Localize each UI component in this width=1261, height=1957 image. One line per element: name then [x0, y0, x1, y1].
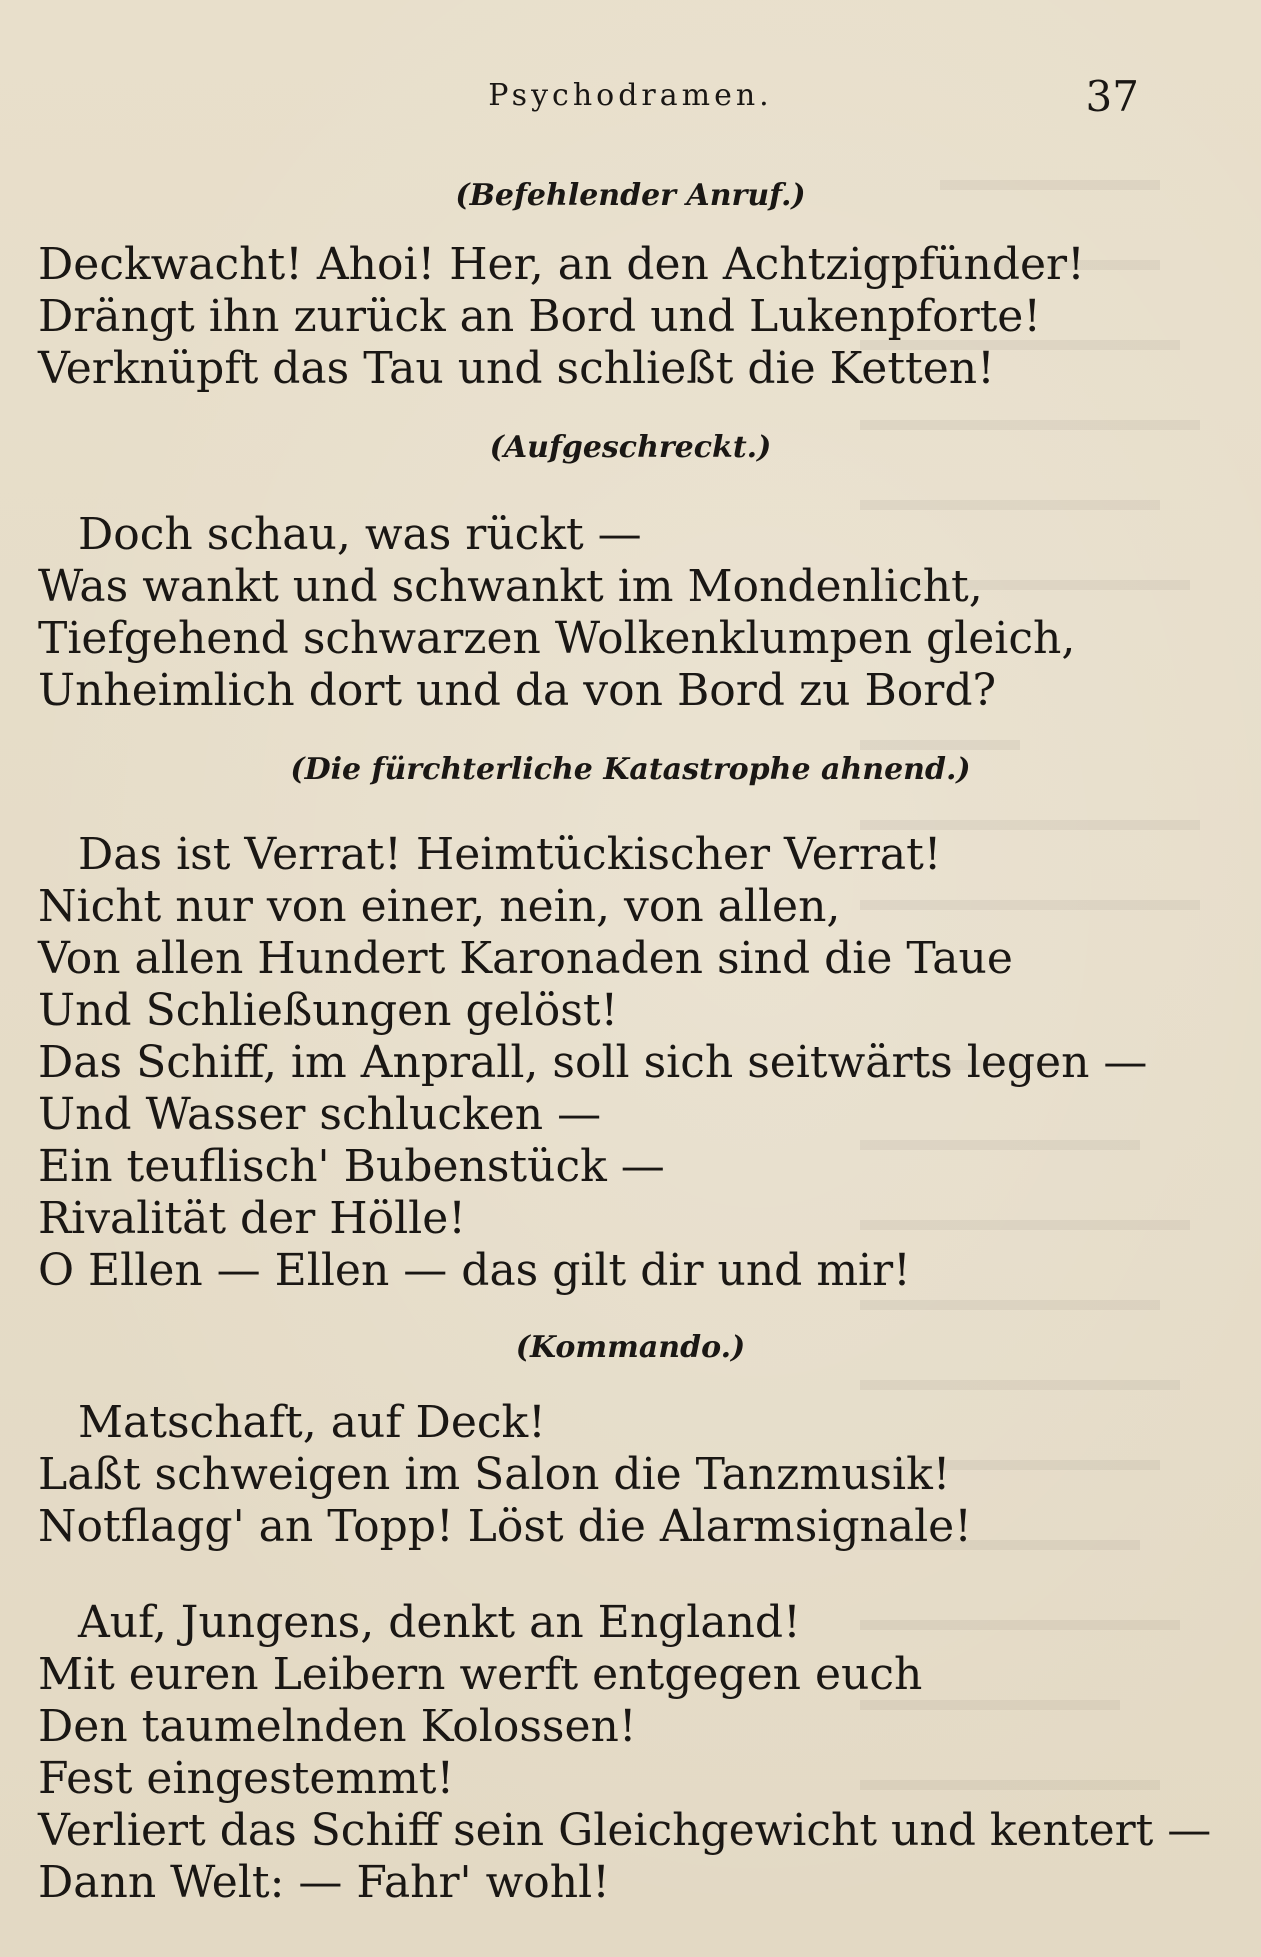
page-number: 37: [1085, 72, 1139, 121]
running-title: Psychodramen.: [488, 78, 773, 113]
verse-line: Doch schau, was rückt —: [78, 509, 642, 560]
verse-line: Notflagg' an Topp! Löst die Alarmsignale!: [38, 1501, 972, 1552]
verse-line: Rivalität der Hölle!: [38, 1193, 466, 1244]
verse-line: Laßt schweigen im Salon die Tanzmusik!: [38, 1449, 951, 1500]
verse-line: Tiefgehend schwarzen Wolkenklumpen gleich,: [38, 613, 1076, 664]
verse-line: Und Wasser schlucken —: [38, 1089, 602, 1140]
verse-line: Matschaft, auf Deck!: [78, 1397, 546, 1448]
verse-line: Den taumelnden Kolossen!: [38, 1701, 637, 1752]
verse-line: Verliert das Schiff sein Gleichgewicht und kentert —: [38, 1805, 1212, 1856]
verse-line: Deckwacht! Ahoi! Her, an den Achtzigpfünder!: [38, 239, 1085, 290]
verse-line: Auf, Jungens, denkt an England!: [78, 1597, 801, 1648]
verse-line: Von allen Hundert Karonaden sind die Taue: [38, 933, 1013, 984]
stage-direction: (Befehlender Anruf.): [455, 178, 806, 213]
verse-line: Das ist Verrat! Heimtückischer Verrat!: [78, 829, 942, 880]
verse-line: Fest eingestemmt!: [38, 1753, 455, 1804]
verse-line: Unheimlich dort und da von Bord zu Bord?: [38, 665, 997, 716]
page-header: [0, 72, 1261, 122]
verse-line: Ein teuflisch' Bubenstück —: [38, 1141, 665, 1192]
verse-line: O Ellen — Ellen — das gilt dir und mir!: [38, 1245, 911, 1296]
verse-line: Verknüpft das Tau und schließt die Ketten!: [38, 343, 995, 394]
verse-line: Nicht nur von einer, nein, von allen,: [38, 881, 841, 932]
verse-line: Das Schiff, im Anprall, soll sich seitwärts legen —: [38, 1037, 1148, 1088]
stage-direction: (Aufgeschreckt.): [489, 430, 772, 465]
verse-line: Dann Welt: — Fahr' wohl!: [38, 1857, 610, 1908]
stage-direction: (Kommando.): [515, 1330, 746, 1365]
verse-line: Drängt ihn zurück an Bord und Lukenpforte!: [38, 291, 1041, 342]
verse-line: Mit euren Leibern werft entgegen euch: [38, 1649, 923, 1700]
stage-direction: (Die fürchterliche Katastrophe ahnend.): [290, 752, 971, 787]
verse-line: Was wankt und schwankt im Mondenlicht,: [38, 561, 983, 612]
verse-line: Und Schließungen gelöst!: [38, 985, 619, 1036]
